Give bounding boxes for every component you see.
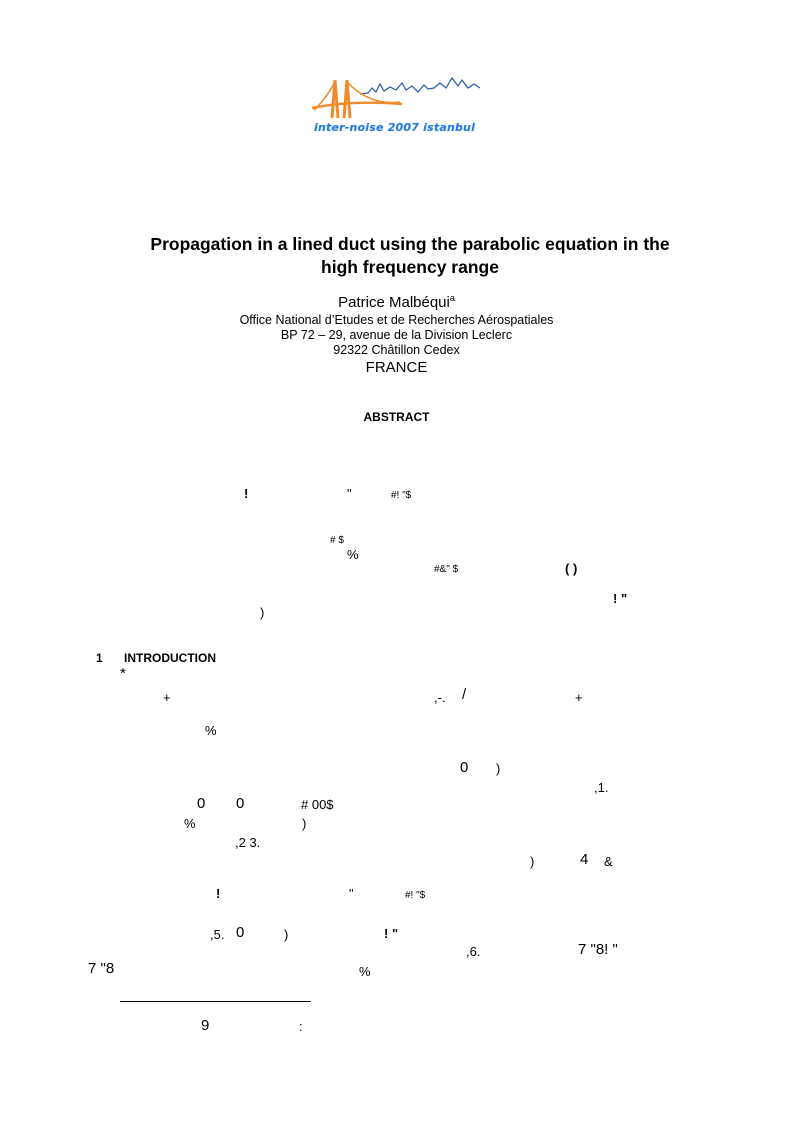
section-title: INTRODUCTION — [124, 651, 216, 665]
affiliation-country: FRANCE — [365, 359, 428, 376]
glyph-fragment: ,-. — [434, 690, 446, 705]
glyph-fragment: % — [205, 723, 217, 738]
glyph-fragment: ) — [496, 761, 501, 776]
glyph-fragment: 7 "8! " — [578, 941, 618, 958]
conference-logo — [310, 66, 490, 142]
glyph-fragment: + — [163, 690, 171, 705]
glyph-fragment: #! "$ — [391, 490, 412, 501]
glyph-fragment: ( ) — [565, 561, 578, 576]
glyph-fragment: 0 — [236, 795, 245, 812]
glyph-fragment: # 00$ — [301, 797, 334, 812]
author-superscript: a — [449, 293, 455, 303]
glyph-fragment: 9 — [201, 1017, 210, 1034]
glyph-fragment: : — [299, 1019, 303, 1034]
abstract-heading: ABSTRACT — [363, 410, 430, 424]
glyph-fragment: " — [347, 486, 352, 501]
glyph-fragment: ! — [244, 486, 249, 501]
glyph-fragment: % — [359, 964, 371, 979]
glyph-fragment: ) — [530, 854, 535, 869]
title-line-2: high frequency range — [321, 257, 499, 277]
glyph-fragment: " — [349, 886, 354, 901]
glyph-fragment: 7 "8 — [88, 960, 115, 977]
glyph-fragment: ! " — [613, 591, 628, 606]
glyph-fragment: #&" $ — [434, 564, 459, 575]
author-name: Patrice Malbéqui — [338, 294, 450, 311]
affiliation-line-2: BP 72 – 29, avenue de la Division Leclerc — [280, 328, 513, 342]
title-line-1: Propagation in a lined duct using the parabolic equation in the — [150, 234, 670, 254]
paper-title — [100, 233, 720, 279]
glyph-fragment: ,2 3. — [235, 835, 261, 850]
glyph-fragment: ) — [260, 605, 265, 620]
glyph-fragment: ,5. — [210, 927, 225, 942]
glyph-fragment: ) — [284, 927, 289, 942]
section-number: 1 — [96, 651, 103, 665]
glyph-fragment: ,1. — [594, 780, 609, 795]
affiliation-line-1: Office National d’Etudes et de Recherches Aérospatiales — [239, 313, 554, 327]
glyph-fragment: 0 — [197, 795, 206, 812]
glyph-fragment: #! "$ — [405, 890, 426, 901]
glyph-fragment: # $ — [330, 535, 344, 546]
glyph-fragment: 4 — [580, 851, 589, 868]
glyph-fragment: * — [120, 665, 126, 682]
glyph-fragment: ) — [302, 816, 307, 831]
glyph-fragment: / — [462, 686, 467, 703]
glyph-fragment: 0 — [236, 924, 245, 941]
glyph-fragment: ! — [216, 886, 221, 901]
author — [0, 293, 793, 311]
glyph-fragment: ! " — [384, 926, 399, 941]
affiliation-line-3: 92322 Châtillon Cedex — [333, 343, 460, 357]
footnote-rule — [120, 1001, 311, 1002]
glyph-fragment: & — [604, 854, 613, 869]
glyph-fragment: + — [575, 690, 583, 705]
glyph-fragment: 0 — [460, 759, 469, 776]
bridge-wave-graphic — [310, 66, 490, 122]
logo-caption: inter-noise 2007 istanbul — [314, 121, 476, 134]
glyph-fragment: ,6. — [466, 944, 481, 959]
glyph-fragment: % — [347, 547, 359, 562]
glyph-fragment: % — [184, 816, 196, 831]
